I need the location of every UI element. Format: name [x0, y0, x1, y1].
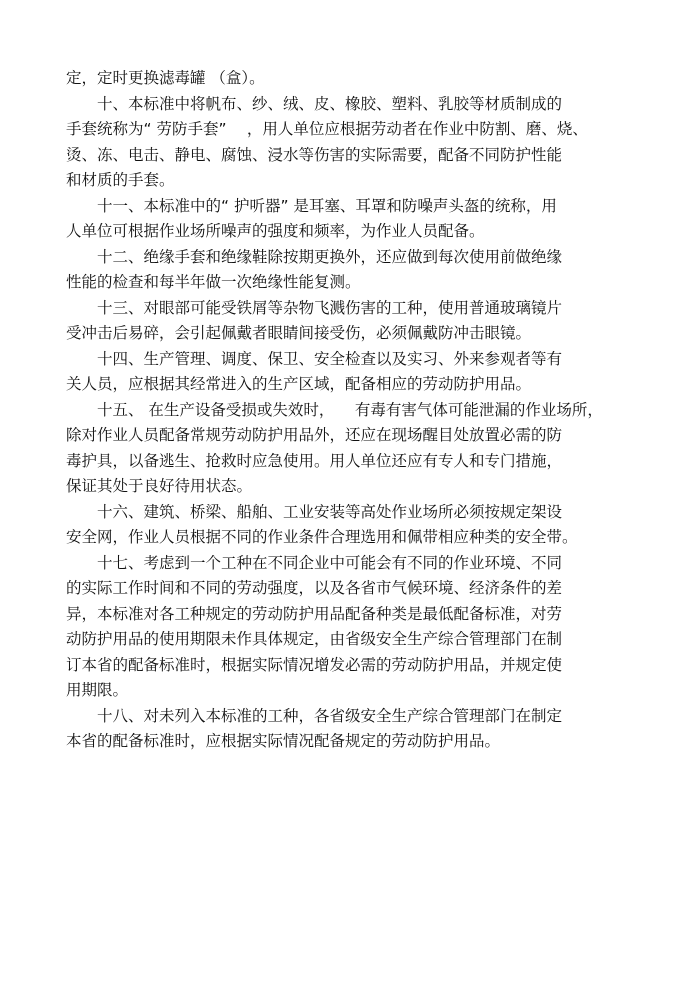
paragraph-first-line: 十八、对未列入本标准的工种，各省级安全生产综合管理部门在制定	[97, 706, 563, 725]
paragraph-first-line: 十一、本标准中的“ 护听器” 是耳塞、耳罩和防噪声头盔的统称，用	[97, 196, 557, 215]
paragraph-first-line: 十六、建筑、桥梁、船舶、工业安装等高处作业场所必须按规定架设	[97, 502, 563, 521]
paragraph-line: 烫、冻、电击、静电、腐蚀、浸水等伤害的实际需要，配备不同防护性能	[66, 145, 563, 164]
document-page	[66, 66, 626, 755]
paragraph-line: 订本省的配备标准时，根据实际情况增发必需的劳动防护用品，并规定使	[66, 655, 563, 674]
paragraph-line: 本省的配备标准时，应根据实际情况配备规定的劳动防护用品。	[66, 732, 501, 750]
paragraph-first-line: 十七、考虑到一个工种在不同企业中可能会有不同的作业环境、不同	[97, 553, 563, 572]
paragraph-first-line: 十二、绝缘手套和绝缘鞋除按期更换外，还应做到每次使用前做绝缘	[97, 247, 563, 266]
paragraph-line: 用期限。	[66, 681, 129, 699]
paragraph-first-line: 十四、生产管理、调度、保卫、安全检查以及实习、外来参观者等有	[97, 349, 563, 368]
paragraph-line: 定，定时更换滤毒罐 （盒）。	[66, 69, 265, 87]
paragraph-line: 保证其处于良好待用状态。	[66, 477, 253, 495]
paragraph-line: 性能的检查和每半年做一次绝缘性能复测。	[66, 273, 361, 291]
paragraph-first-line: 十五、 在生产设备受损或失效时， 有毒有害气体可能泄漏的作业场所，	[97, 400, 603, 419]
paragraph-line: 毒护具，以备逃生、抢救时应急使用。用人单位还应有专人和专门措施，	[66, 451, 563, 470]
paragraph-line: 动防护用品的使用期限未作具体规定，由省级安全生产综合管理部门在制	[66, 630, 563, 648]
paragraph-line: 手套统称为“ 劳防手套” ，用人单位应根据劳动者在作业中防割、磨、烧、	[66, 120, 588, 138]
paragraph-line: 安全网，作业人员根据不同的作业条件合理选用和佩带相应种类的安全带。	[66, 528, 578, 546]
paragraph-line: 和材质的手套。	[66, 171, 175, 189]
paragraph-line: 关人员，应根据其经常进入的生产区域，配备相应的劳动防护用品。	[66, 375, 532, 393]
paragraph-first-line: 十三、对眼部可能受铁屑等杂物飞溅伤害的工种，使用普通玻璃镜片	[97, 298, 563, 317]
paragraph-line: 人单位可根据作业场所噪声的强度和频率，为作业人员配备。	[66, 222, 485, 240]
paragraph-line: 异，本标准对各工种规定的劳动防护用品配备种类是最低配备标准，对劳	[66, 604, 563, 623]
paragraph-line: 的实际工作时间和不同的劳动强度，以及各省市气候环境、经济条件的差	[66, 579, 563, 597]
paragraph-first-line: 十、本标准中将帆布、纱、绒、皮、橡胶、塑料、乳胶等材质制成的	[97, 94, 563, 113]
paragraph-line: 受冲击后易碎，会引起佩戴者眼睛间接受伤，必须佩戴防冲击眼镜。	[66, 324, 532, 342]
paragraph-line: 除对作业人员配备常规劳动防护用品外，还应在现场醒目处放置必需的防	[66, 426, 563, 444]
